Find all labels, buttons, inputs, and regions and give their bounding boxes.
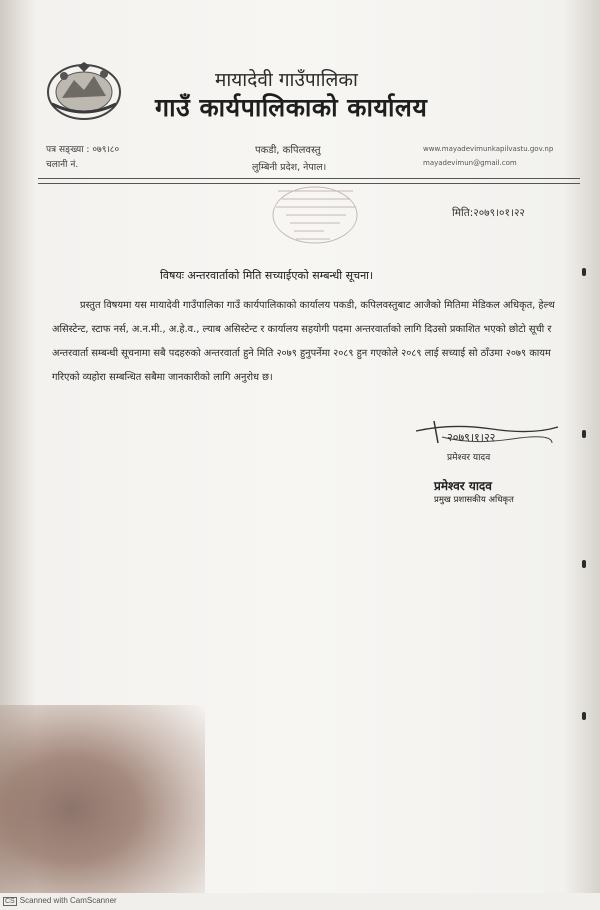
signature-label: प्रमेश्वर यादव [447,453,491,463]
address-line-1: पकडी, कपिलवस्तु [255,145,321,156]
letter-subject: विषयः अन्तरवार्ताको मिति सच्याईएको सम्बन्धी सूचना। [160,269,374,282]
punch-mark [582,560,586,568]
website: www.mayadevimunkapilvastu.gov.np [423,145,554,153]
scan-shadow [0,705,205,895]
reference-number: पत्र सङ्ख्या : ०७९।८० [46,145,120,155]
punch-mark [582,430,586,438]
address-line-2: लुम्बिनी प्रदेश, नेपाल। [252,162,327,173]
header-divider-thin [38,183,580,184]
punch-mark [582,712,586,720]
signatory-title: प्रमुख प्रशासकीय अधिकृत [434,495,514,505]
email: mayadevimun@gmail.com [423,159,517,167]
letter-body: प्रस्तुत विषयमा यस मायादेवी गाउँपालिका गाउँ कार्यपालिकाको कार्यालय पकडी, कपिलवस्तुबाट आजैको मितिमा मेडिकल अधिकृत, हेल्थ असिस्टेन्ट, स्टाफ नर्स, अ.न.मी., अ.हे.व., ल्याब असिस्टेन्ट र कार्यालय सहयोगी पदमा अन्तरवार्ताको लागि दिउसो प्रकाशित भएको छोटो सूची र अन्तरवार्ता सम्बन्धी सूचनामा सबै पदहरुको अन्तरवार्ता हुने मिति २०७९ हुनुपर्नेमा २०८९ हुन गएकोले २०८९ लाई सच्याई सो ठाँउमा २०७९ कायम गरिएको व्यहोरा सम्बन्धित सबैमा जानकारीको लागि अनुरोध छ। [52,300,555,383]
signatory-name: प्रमेश्वर यादव [434,479,492,493]
scanner-watermark [3,896,117,906]
scanner-text: Scanned with CamScanner [19,896,117,905]
municipality-name: मायादेवी गाउँपालिका [215,69,358,91]
header-divider [38,178,580,179]
punch-mark [582,268,586,276]
office-stamp-icon [268,185,363,247]
office-name: गाउँ कार्यपालिकाको कार्यालय [155,93,428,122]
nepal-emblem-icon [44,60,124,122]
camscanner-logo-icon: CS [5,898,15,905]
dispatch-number: चलानी नं. [46,160,79,170]
letter-date: मिति:२०७९।०१।२२ [452,207,525,219]
signature-handwriting: २०७९।१।२२ [447,431,496,444]
